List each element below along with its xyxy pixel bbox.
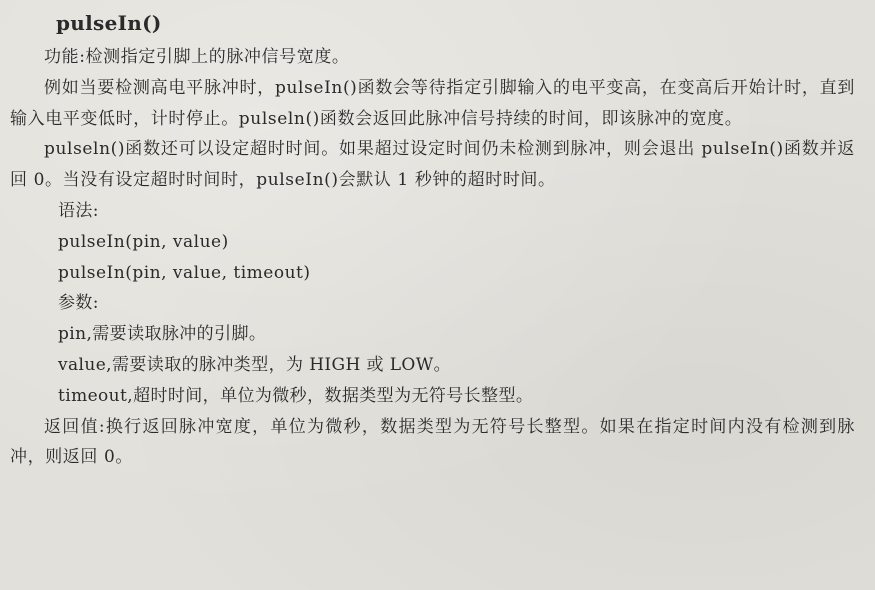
params-label: 参数: (58, 293, 99, 314)
param-value: value,需要读取的脉冲类型，为 HIGH 或 LOW。 (58, 354, 452, 375)
example-paragraph: 例如当要检测高电平脉冲时，pulseIn()函数会等待指定引脚输入的电平变高，在变高后开始计时，直到输入电平变低时，计时停止。pulseln()函数会返回此脉冲信号持续的时间，即该脉冲的宽度。 (10, 77, 855, 129)
return-value-paragraph: 返回值:换行返回脉冲宽度，单位为微秒，数据类型为无符号长整型。如果在指定时间内没有检测到脉冲，则返回 0。 (10, 416, 855, 468)
timeout-paragraph: pulseln()函数还可以设定超时时间。如果超过设定时间仍未检测到脉冲，则会退出 pulseIn()函数并返回 0。当没有设定超时时间时，pulseIn()会默认 1 秒钟的超时时间。 (10, 139, 855, 191)
syntax-line-2: pulseIn(pin, value, timeout) (58, 262, 311, 283)
syntax-label: 语法: (58, 200, 99, 221)
param-timeout: timeout,超时时间，单位为微秒，数据类型为无符号长整型。 (58, 385, 534, 406)
syntax-line-1: pulseIn(pin, value) (58, 231, 229, 252)
section-title: pulseIn() (56, 11, 162, 35)
function-description: 功能:检测指定引脚上的脉冲信号宽度。 (44, 47, 350, 67)
param-pin: pin,需要读取脉冲的引脚。 (58, 324, 267, 345)
